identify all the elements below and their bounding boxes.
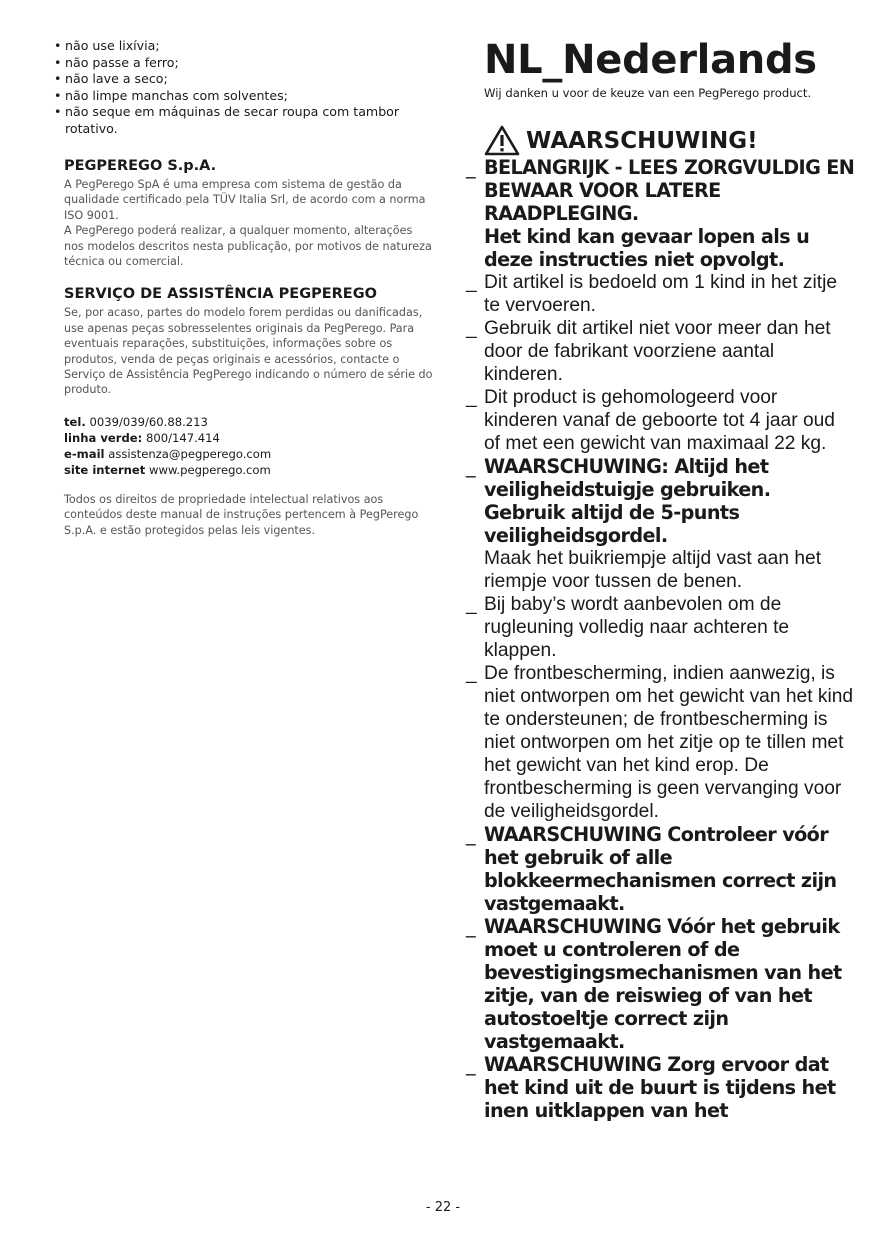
warning-heading-text: WAARSCHUWING! <box>526 127 758 154</box>
contact-site <box>64 462 434 478</box>
right-column <box>466 36 856 1122</box>
list-item <box>466 156 856 271</box>
linha-label: linha verde: <box>64 430 143 445</box>
list-item: _ WAARSCHUWING Vóór het gebruik moet u controleren of de bevestigingsmechanismen van het zitje, van de reiswieg of van het autostoeltje correct zijn vastgemaakt. <box>466 915 856 1053</box>
list-item: • não seque em máquinas de secar roupa com tambor rotativo. <box>54 104 434 137</box>
list-item <box>466 455 856 593</box>
list-item: • não lave a seco; <box>54 71 434 88</box>
contact-block <box>64 414 434 478</box>
item-bold-text: _ BELANGRIJK - LEES ZORGVULDIG EN BEWAAR VOOR LATERE RAADPLEGING. <box>484 156 855 225</box>
item-text: Maak het buikriempje altijd vast aan het riempje voor tussen de benen. <box>484 548 822 592</box>
site-value: www.pegperego.com <box>149 462 271 477</box>
contact-email <box>64 446 434 462</box>
page-title: NL_Nederlands <box>484 37 817 83</box>
contact-linha <box>64 430 434 446</box>
company-paragraph: A PegPerego SpA é uma empresa com sistema de gestão da qualidade certificado pela TÜV Italia Srl, de acordo com a norma ISO 9001. <box>64 178 426 222</box>
service-heading: SERVIÇO DE ASSISTÊNCIA PEGPEREGO <box>64 286 377 303</box>
care-instructions-list <box>54 38 434 137</box>
left-column <box>54 38 434 538</box>
list-item: • não limpe manchas com solventes; <box>54 88 434 105</box>
warnings-list <box>466 156 856 1122</box>
list-item: • não passe a ferro; <box>54 55 434 72</box>
warning-triangle-icon <box>484 125 520 156</box>
list-item: _ WAARSCHUWING Controleer vóór het gebruik of alle blokkeermechanismen correct zijn vastgemaakt. <box>466 823 856 915</box>
tel-label: tel. <box>64 414 86 429</box>
warning-heading <box>484 125 856 156</box>
email-label: e-mail <box>64 446 105 461</box>
item-bold-text: _ WAARSCHUWING: Altijd het veiligheidstuigje gebruiken. Gebruik altijd de 5-punts veiligheidsgordel. <box>484 455 771 547</box>
email-value: assistenza@pegperego.com <box>108 446 272 461</box>
page-subtitle: Wij danken u voor de keuze van een PegPerego product. <box>484 86 812 100</box>
list-item: _ Gebruik dit artikel niet voor meer dan het door de fabrikant voorziene aantal kinderen. <box>466 317 856 386</box>
page-number: - 22 - <box>425 1200 461 1215</box>
service-paragraph: Se, por acaso, partes do modelo forem perdidas ou danificadas, use apenas peças sobresselentes originais da PegPerego. Para eventuais reparações, substituições, informações sobre os produtos, venda de peças originais e acessórios, contacte o Serviço de Assistência PegPerego indicando o número de série do produto. <box>64 306 433 397</box>
list-item: • não use lixívia; <box>54 38 434 55</box>
tel-value: 0039/039/60.88.213 <box>89 414 208 429</box>
company-paragraph: A PegPerego poderá realizar, a qualquer momento, alterações nos modelos descritos nesta publicação, por motivos de natureza técnica ou comercial. <box>64 224 432 269</box>
list-item: _ Bij baby’s wordt aanbevolen om de rugleuning volledig naar achteren te klappen. <box>466 593 856 662</box>
list-item: _ Dit artikel is bedoeld om 1 kind in het zitje te vervoeren. <box>466 271 856 317</box>
list-item: _ Dit product is gehomologeerd voor kinderen vanaf de geboorte tot 4 jaar oud of met een gewicht van maximaal 22 kg. <box>466 386 856 455</box>
list-item: _ WAARSCHUWING Zorg ervoor dat het kind uit de buurt is tijdens het inen uitklappen van het <box>466 1053 856 1122</box>
item-bold-text: Het kind kan gevaar lopen als u deze instructies niet opvolgt. <box>484 225 810 271</box>
list-item: _ De frontbescherming, indien aanwezig, is niet ontworpen om het gewicht van het kind te ondersteunen; de frontbescherming is niet ontworpen om het zitje op te tillen met het gewicht van het kind erop. De frontbescherming is geen vervanging voor de veiligheidsgordel. <box>466 662 856 823</box>
site-label: site internet <box>64 462 146 477</box>
linha-value: 800/147.414 <box>145 430 220 445</box>
rights-paragraph: Todos os direitos de propriedade intelectual relativos aos conteúdos deste manual de instruções pertencem à PegPerego S.p.A. e estão protegidos pelas leis vigentes. <box>64 492 419 537</box>
contact-tel <box>64 414 434 430</box>
company-heading: PEGPEREGO S.p.A. <box>64 158 217 174</box>
